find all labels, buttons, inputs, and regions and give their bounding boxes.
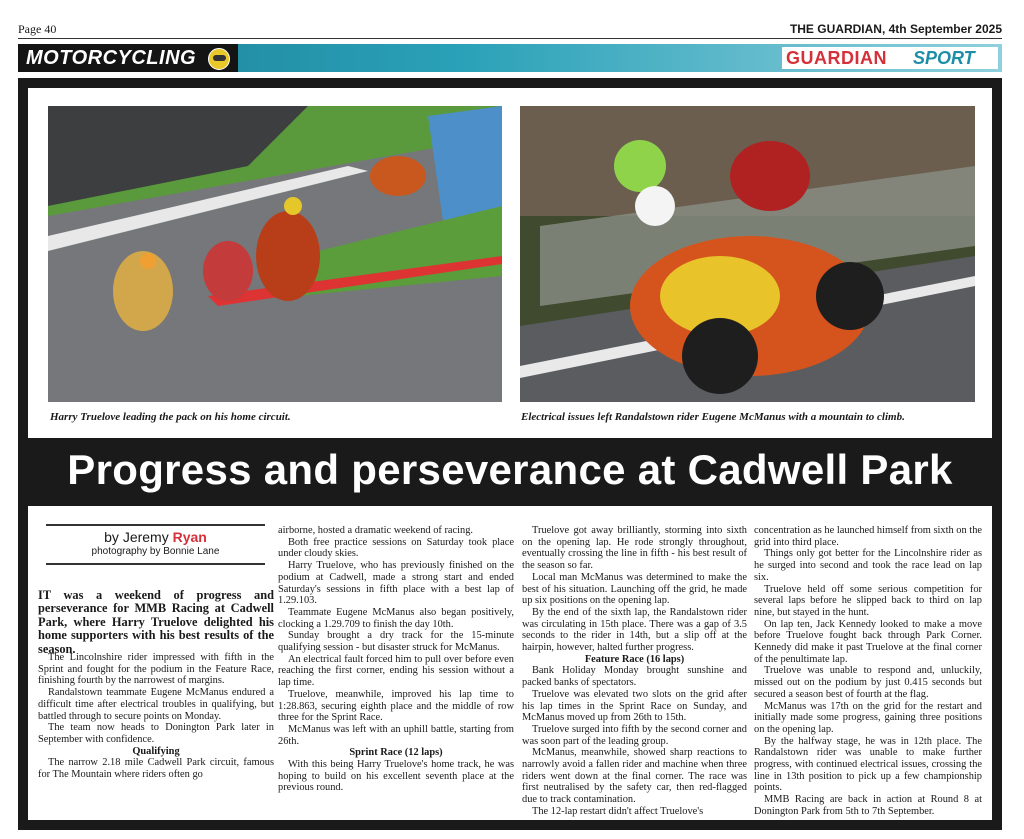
paragraph: The 12-lap restart didn't affect Truelove's: [532, 805, 704, 817]
publication-masthead: [790, 22, 1002, 36]
paragraph: Things only got better for the Lincolnshire rider as he surged into second and took the race lead on lap six.: [754, 548, 982, 583]
section-label: MOTORCYCLING: [26, 47, 197, 69]
paragraph: By the halfway stage, he was in 12th place. The Randalstown rider was unable to make further progress, with continued electrical issues, crossing the line in 13th position to pick up a few championship points.: [754, 735, 982, 794]
paragraph: MMB Racing are back in action at Round 8 at Donington Park from 5th to 7th September.: [754, 794, 982, 817]
paragraph: On lap ten, Jack Kennedy looked to make a move before Truelove fought back through Park Corner. Kennedy did make it past Truelove at the final corner of the penultimate lap.: [754, 618, 982, 665]
paragraph: Bank Holiday Monday brought sunshine and packed banks of spectators.: [522, 665, 747, 689]
lede-paragraph: IT was a weekend of progress and perseverance for MMB Racing at Cadwell Park, where Harry Truelove delighted his home supporters with his best results of the season.: [38, 588, 274, 656]
photo-caption-2: Electrical issues left Randalstown rider Eugene McManus with a mountain to climb.: [521, 411, 905, 423]
paragraph: Truelove, meanwhile, improved his lap time to 1:28.863, securing eighth place and the middle of row three for the Sprint Race.: [278, 688, 514, 724]
paragraph: McManus, meanwhile, showed sharp reactions to narrowly avoid a fallen rider and machine when three riders went down at the final corner. The race was first neutralised by the safety car, then red-flagged due to track contamination.: [522, 747, 747, 806]
header-rule: [18, 38, 1002, 39]
photo-mcmanus-wheelie: [520, 106, 975, 402]
publication-date: , 4th September 2025: [881, 22, 1002, 36]
paragraph: Local man McManus was determined to make the best of his situation. Launching off the grid, he made up six positions on the opening lap.: [522, 571, 747, 607]
page-number: Page 40: [18, 22, 57, 36]
paragraph: airborne, hosted a dramatic weekend of racing.: [278, 525, 474, 536]
paragraph: Randalstown teammate Eugene McManus endured a difficult time after electrical troubles in qualifying, but battled through to secure points on Monday.: [38, 687, 274, 722]
paragraph: The team now heads to Donington Park later in September with confidence.: [38, 722, 274, 745]
photo-mcmanus-wheelie-image: [520, 106, 975, 402]
section-label-box: [18, 44, 238, 72]
photo-caption-1: Harry Truelove leading the pack on his home circuit.: [50, 411, 291, 423]
subheading-feature-race: Feature Race (16 laps): [584, 653, 685, 665]
paragraph: Teammate Eugene McManus also began positively, clocking a 1.29.709 to finish the day 10th.: [278, 606, 514, 630]
subheading-sprint-race: Sprint Race (12 laps): [349, 747, 443, 759]
publication-name: THE GUARDIAN: [789, 22, 882, 36]
paragraph: McManus was 17th on the grid for the restart and initially made some progress, gaining three positions on the opening lap.: [754, 700, 982, 735]
column-4: [754, 525, 982, 818]
column-2: [278, 525, 514, 794]
column-1: [38, 652, 274, 781]
photography-credit: photography by Bonnie Lane: [91, 546, 220, 557]
paragraph: Truelove held off some serious competition for several laps before he slipped back to third on lap nine, but stayed in the hunt.: [754, 583, 982, 618]
paragraph: With this being Harry Truelove's home track, he was hoping to build on his excellent seventh place at the previous round.: [278, 759, 514, 794]
byline-name: Ryan: [172, 529, 207, 545]
paragraph: The narrow 2.18 mile Cadwell Park circuit, famous for The Mountain where riders often go: [38, 757, 274, 781]
logo-word-guardian: GUARDIAN: [786, 48, 887, 68]
guardian-sport-logo: [782, 47, 998, 69]
byline-prefix: by Jeremy: [104, 529, 173, 545]
paragraph: Truelove was unable to respond and, unluckily, missed out on the podium by just 0.415 seconds but secured a season best of fourth at the flag.: [754, 665, 982, 700]
photo-pack-leading: [48, 106, 502, 402]
headline: Progress and perseverance at Cadwell Park: [67, 446, 953, 493]
byline-rule-bottom: [46, 563, 265, 565]
headline-bar: [18, 440, 1002, 506]
paragraph: Truelove surged into fifth by the second corner and was soon part of the leading group.: [522, 723, 747, 747]
logo-word-sport: SPORT: [913, 48, 975, 68]
paragraph: McManus was left with an uphill battle, starting from 26th.: [278, 723, 514, 747]
paragraph: Harry Truelove, who has previously finished on the podium at Cadwell, made a strong start and ended Saturday's sessions in fifth place with a best lap of 1.29.103.: [278, 560, 514, 607]
helmet-icon: [208, 48, 230, 70]
paragraph: Truelove got away brilliantly, storming into sixth on the opening lap. He rode strongly throughout, eventually crossing the line in fifth - his best result of the season so far.: [522, 525, 747, 572]
paragraph: Both free practice sessions on Saturday took place under cloudy skies.: [278, 536, 514, 560]
photo-pack-leading-image: [48, 106, 502, 402]
paragraph: By the end of the sixth lap, the Randalstown rider was circulating in 15th place. There was a gap of 3.5 seconds to the rider in 14th, but a slip off at the hairpin, however, halted further progress.: [522, 606, 747, 654]
column-3: [522, 525, 747, 818]
paragraph: Truelove was elevated two slots on the grid after his lap times in the Sprint Race on Sunday, and McManus moved up from 26th to 15th.: [522, 688, 747, 724]
paragraph: An electrical fault forced him to pull over before even reaching the first corner, ending his session without a lap time.: [278, 653, 514, 689]
byline: [46, 529, 265, 545]
byline-rule-top: [46, 524, 265, 526]
subheading-qualifying: Qualifying: [132, 745, 180, 757]
paragraph: The Lincolnshire rider impressed with fifth in the Sprint and fought for the podium in the Feature Race, finishing fourth by the narrowest of margins.: [38, 652, 274, 687]
paragraph: Sunday brought a dry track for the 15-minute qualifying session - but disaster struck for McManus.: [278, 630, 514, 654]
paragraph: concentration as he launched himself from sixth on the grid into third place.: [754, 525, 982, 548]
